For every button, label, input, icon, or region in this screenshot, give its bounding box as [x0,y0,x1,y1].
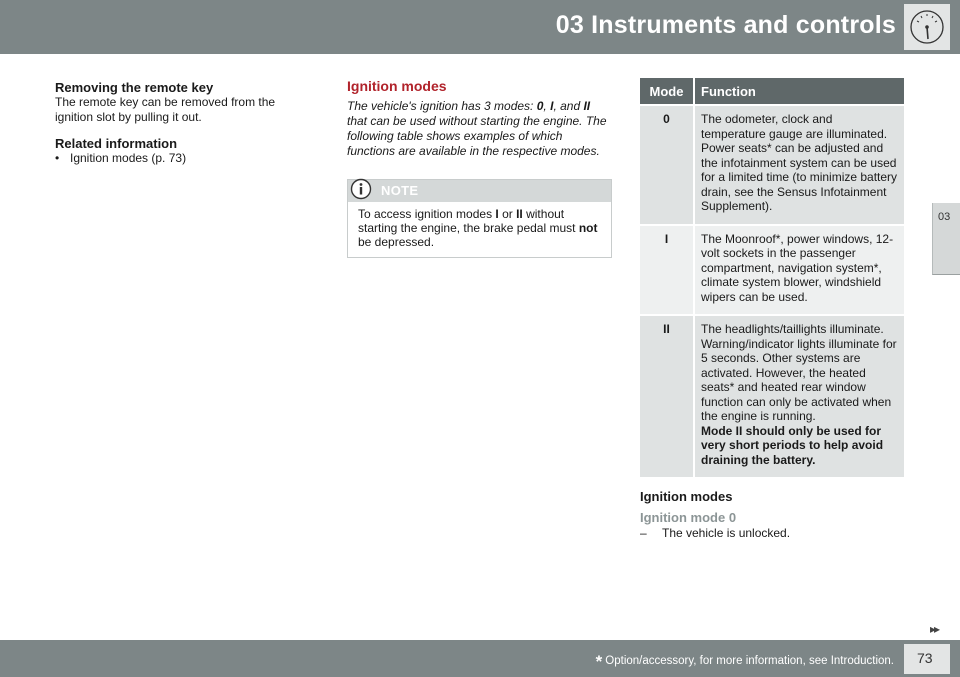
ignition-modes-intro: The vehicle's ignition has 3 modes: 0, I, and II that can be used without starting the engine. The following table shows examples of which functions are available in the respective modes. [347,99,607,158]
chapter-side-tab[interactable] [932,203,960,275]
note-text: To access ignition modes I or II without starting the engine, the brake pedal must not be depressed. [358,207,598,249]
function-cell: The odometer, clock and temperature gauge are illuminated. Power seats* can be adjusted and the infotainment system can be used for a limited time (to minimize battery drain, see the Sensus Infotainment Supplement). [695,104,904,224]
related-info-link[interactable]: Ignition modes (p. 73) [70,151,187,165]
chapter-title: 03 Instruments and controls [555,11,896,39]
middle-column [347,78,612,258]
info-icon [350,178,372,200]
remove-key-heading: Removing the remote key [55,80,214,95]
table-row [640,104,904,224]
dash-marker: – [640,526,647,540]
note-title: NOTE [381,183,419,198]
mode-cell: 0 [640,104,695,224]
page-number-box [904,644,950,674]
remove-key-text: The remote key can be removed from the ignition slot by pulling it out. [55,95,276,124]
chapter-tab-label: 03 [938,211,951,223]
related-info-item[interactable] [55,151,305,166]
asterisk-icon: * [595,652,603,671]
function-column-header: Function [695,78,904,104]
table-row [640,314,904,477]
page-header [0,0,960,54]
ignition-mode-0-heading: Ignition mode 0 [640,510,737,525]
list-item-text: The vehicle is unlocked. [662,526,791,540]
table-header-row [640,78,904,104]
function-cell [695,314,904,477]
mode-column-header: Mode [640,78,695,104]
related-info-heading: Related information [55,136,178,151]
list-item [640,526,904,541]
left-column [55,80,305,166]
function-cell: The Moonroof*, power windows, 12-volt sockets in the passenger compartment, navigation system*, climate system blower, windshield wipers can be used. [695,224,904,315]
gauge-icon [908,8,946,46]
function-text: The headlights/taillights illuminate. Warning/indicator lights illuminate for 5 seconds. Other systems are activated. However, the heated seats* and heated rear window function can only be activated when the engine is running. [701,322,897,423]
bullet-icon: • [55,151,60,165]
right-column [640,78,904,541]
ignition-modes-subheading: Ignition modes [640,489,733,504]
table-row [640,224,904,315]
mode-cell: II [640,314,695,477]
page-footer [0,640,960,677]
note-box [347,179,612,258]
continue-arrows-icon[interactable]: ▸▸ [929,622,938,636]
ignition-modes-title: Ignition modes [347,78,447,94]
chapter-icon-box [904,4,950,50]
ignition-modes-table [640,78,904,477]
note-header [348,180,611,202]
footer-note [596,652,894,672]
page-number: 73 [917,650,933,666]
mode-cell: I [640,224,695,315]
footer-note-text: Option/accessory, for more information, see Introduction. [605,655,894,667]
mode-ii-warning: Mode II should only be used for very short periods to help avoid draining the battery. [701,423,884,467]
